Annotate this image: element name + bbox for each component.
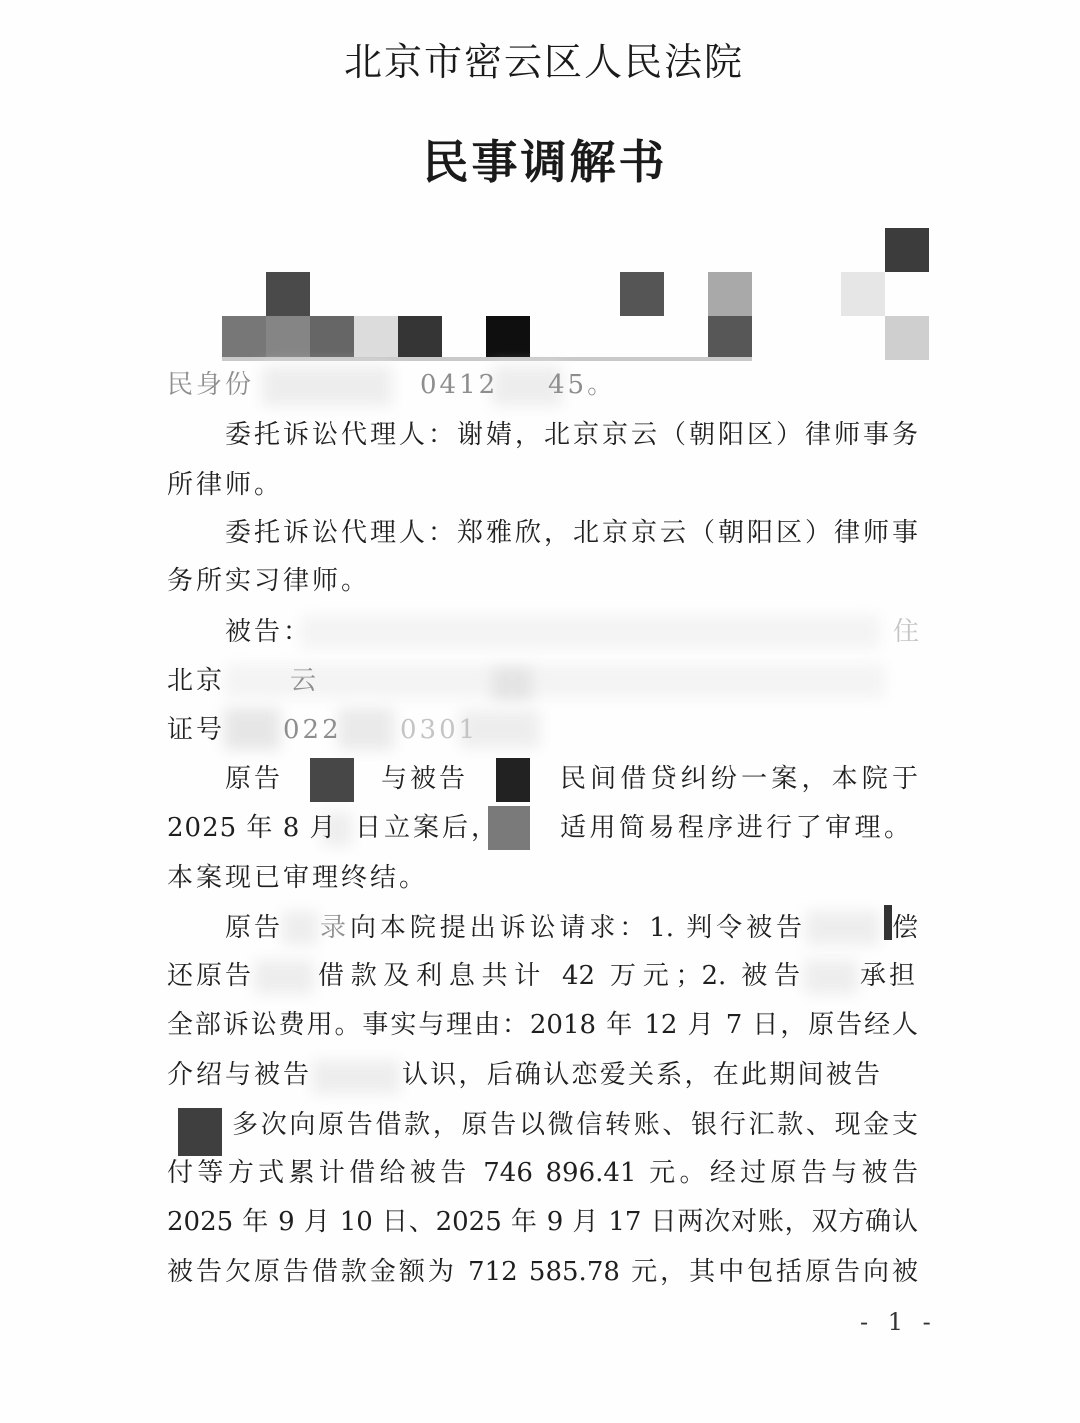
claims-text: 承担 (860, 961, 919, 991)
text-line (0, 468, 1080, 502)
claims-text: 还原告 (167, 961, 255, 991)
text-line (0, 516, 1080, 550)
filing-date-text: 2025 年 8 月 (167, 813, 337, 843)
id-number-label: 证号 (167, 715, 226, 745)
text-line (0, 911, 1080, 945)
address-fragment: 北京 (167, 666, 226, 696)
facts-text: 付等方式累计借给被告 746 896.41 元。经过原告与被告 (167, 1158, 918, 1188)
claims-text: 借款及利息共计 42 万元；2. 被告 (318, 961, 800, 991)
agent-2-line-cont: 务所实习律师。 (167, 566, 371, 596)
text-line (0, 1008, 1080, 1042)
facts-text: 介绍与被告 (167, 1060, 313, 1090)
text-line (0, 1058, 1080, 1092)
facts-text: 2025 年 9 月 10 日、2025 年 9 月 17 日两次对账，双方确认 (167, 1207, 918, 1237)
address-fragment: 云 (290, 666, 320, 696)
redaction-block (310, 316, 354, 360)
defendant-label: 被告： (225, 617, 313, 647)
redaction-block (620, 272, 664, 316)
id-number-fragment: 022 (283, 715, 342, 745)
text-line (0, 1108, 1080, 1142)
redaction-block (486, 316, 530, 360)
text-line (0, 1205, 1080, 1239)
plaintiff-label: 原告 (225, 913, 284, 943)
plaintiff-label: 原告 (225, 764, 284, 794)
defendant-ref: 与被告 (381, 764, 469, 794)
facts-text: 被告欠原告借款金额为 712 585.78 元，其中包括原告向被 (167, 1257, 918, 1287)
text-line (0, 959, 1080, 993)
document-title: 民事调解书 (422, 135, 668, 189)
claims-text: 向本院提出诉讼请求：1. 判令被告 (350, 913, 802, 943)
text-line (0, 368, 1080, 402)
text-line (0, 861, 1080, 895)
id-label-fragment: 民身份 (167, 370, 255, 400)
redaction-block (708, 272, 752, 316)
claims-text: 偿 (892, 913, 922, 943)
redaction-block (266, 272, 310, 316)
redaction-block (398, 316, 442, 360)
redaction-strip (222, 357, 752, 361)
redaction-block (885, 316, 929, 360)
page-number: - 1 - (860, 1308, 937, 1336)
facts-text: 认识，后确认恋爱关系，在此期间被告 (402, 1060, 880, 1090)
redaction-block (266, 316, 310, 360)
case-closed-text: 本案现已审理终结。 (167, 863, 429, 893)
redaction-block (841, 272, 885, 316)
case-summary-text: 民间借贷纠纷一案，本院于 (560, 764, 918, 794)
court-name: 北京市密云区人民法院 (343, 40, 744, 84)
id-number-fragment: 0412 (420, 370, 499, 400)
facts-text: 全部诉讼费用。事实与理由：2018 年 12 月 7 日，原告经人 (167, 1010, 918, 1040)
text-line (0, 615, 1080, 649)
text-line (0, 664, 1080, 698)
id-number-fragment: 0301 (400, 715, 479, 745)
text-line (0, 1156, 1080, 1190)
address-fragment: 住 (893, 617, 923, 647)
text-line (0, 1255, 1080, 1289)
procedure-text: 适用简易程序进行了审理。 (560, 813, 910, 843)
filing-text: 日立案后， (355, 813, 501, 843)
redaction-block (708, 316, 752, 360)
text-line (0, 713, 1080, 747)
agent-1-line: 委托诉讼代理人：谢婧，北京京云（朝阳区）律师事务 (225, 420, 918, 450)
id-number-fragment: 45。 (548, 370, 617, 400)
facts-text: 多次向原告借款，原告以微信转账、银行汇款、现金支 (232, 1110, 918, 1140)
agent-2-line: 委托诉讼代理人：郑雅欣，北京京云（朝阳区）律师事 (225, 518, 918, 548)
redaction-block (354, 316, 398, 360)
redaction-block (885, 228, 929, 272)
text-line (0, 811, 1080, 845)
text-line (0, 418, 1080, 452)
redaction-block (222, 316, 266, 360)
name-fragment: 录 (320, 913, 350, 943)
text-line (0, 762, 1080, 796)
text-line (0, 564, 1080, 598)
agent-1-line-cont: 所律师。 (167, 470, 284, 500)
